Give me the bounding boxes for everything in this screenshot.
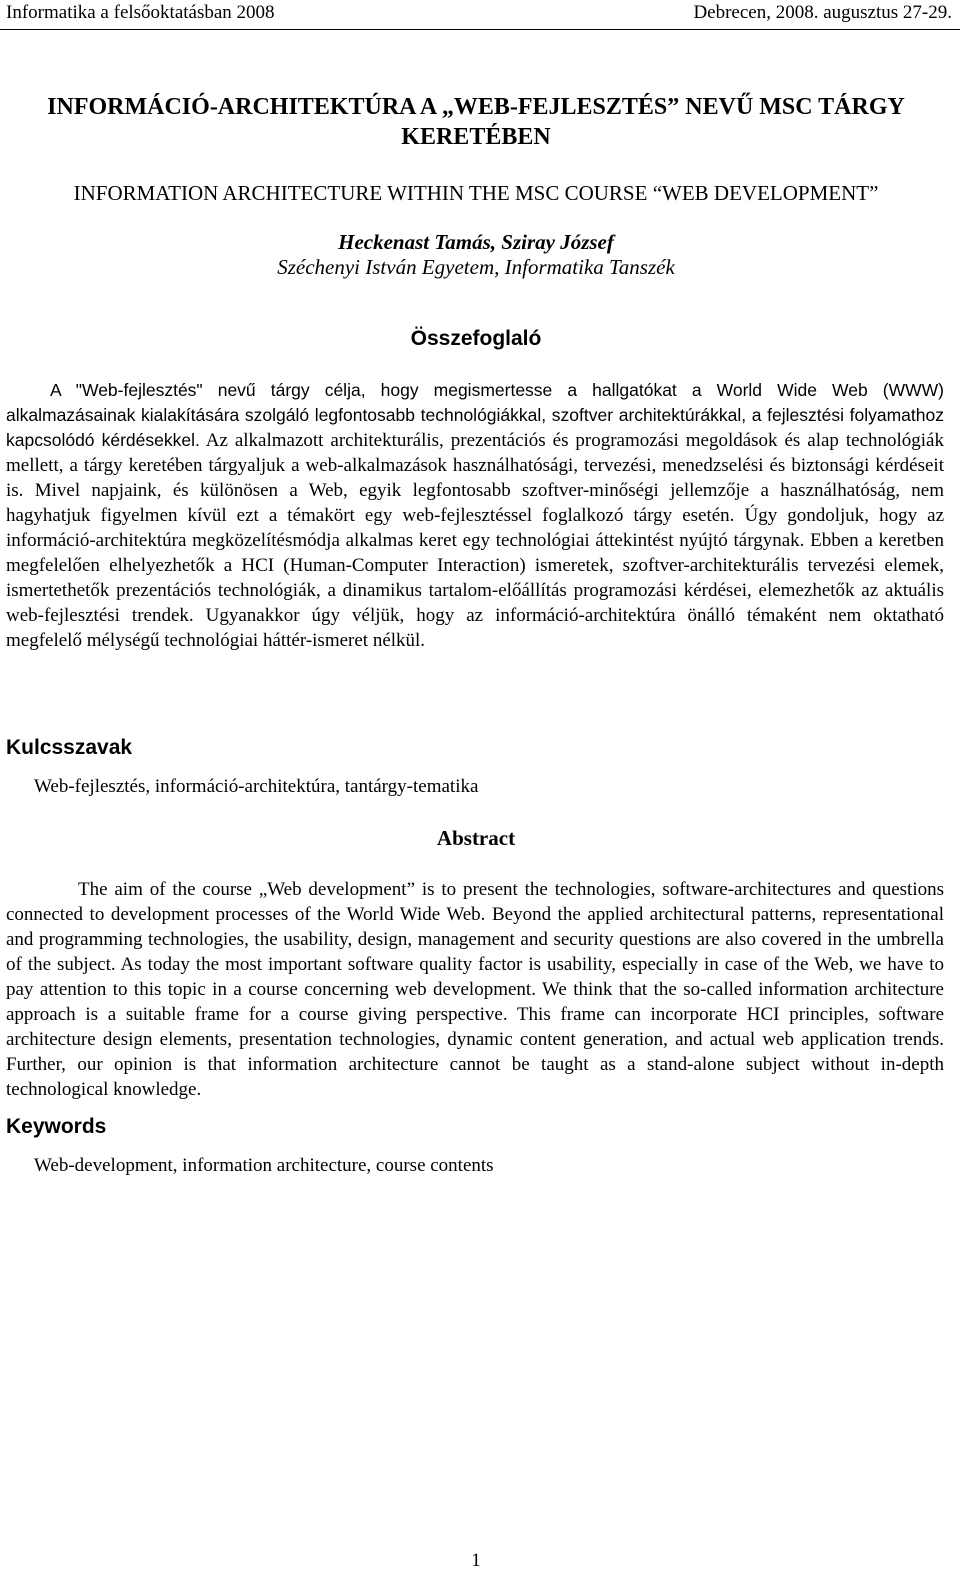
summary-text-sans: A "Web-fejlesztés" nevű tárgy célja, hogy megismertesse a hallgatókat a World Wide Web (WWW) alkalmazásainak kialakítására szolgáló legfontosabb technológiákkal, szoftver architektúrákkal, a fejlesztési folyamathoz kapcsolódó kérdésekkel. [6, 380, 944, 450]
summary-paragraph [6, 378, 944, 653]
author-names: Heckenast Tamás, Sziray József [338, 230, 614, 254]
affiliation: Széchenyi István Egyetem, Informatika Tanszék [277, 255, 675, 279]
paper-title-hu-line2: KERETÉBEN [401, 124, 551, 150]
abstract-heading: Abstract [436, 826, 516, 850]
summary-text-rest: Az alkalmazott architekturális, prezentációs és programozási megoldások és alap technológiák mellett, a tárgy keretében tárgyaljuk a web-alkalmazások használhatósági, tervezési, menedzselési és biztonsági kérdéseit is. Mivel napjaink, és különösen a Web, egyik legfontosabb szoftver-minőségi jellemzője a használhatóság, nem hagyhatjuk figyelmen kívül ezt a témakört egy web-fejlesztéssel foglalkozó tárgy esetén. Úgy gondoljuk, hogy az információ-architektúra megközelítésmódja alkalmas keret egy technológiai áttekintést nyújtó tárgynak. Ebben a keretben megfelelően elhelyezhetők a HCI (Human-Computer Interaction) ismeretek, szoftver-architekturális tervezési elemek, ismertethetők prezentációs technológiák, a dinamikus tartalom-előállítás programozási kérdései, elemezhetők az aktuális web-fejlesztési trendek. Ugyanakkor úgy véljük, hogy az információ-architektúra önálló témaként nem oktatható megfelelő mélységű technológiai háttér-ismeret nélkül. [6, 430, 944, 651]
kulcsszavak-text: Web-fejlesztés, információ-architektúra, tantárgy-tematika [34, 776, 479, 797]
page-number: 1 [471, 1550, 481, 1571]
keywords-text: Web-development, information architecture, course contents [34, 1155, 494, 1176]
running-header [0, 0, 960, 30]
paper-title-hu-line1: INFORMÁCIÓ-ARCHITEKTÚRA A „WEB-FEJLESZTÉS” NEVŰ MSC TÁRGY [47, 94, 905, 120]
keywords-heading: Keywords [6, 1115, 107, 1138]
summary-heading: Összefoglaló [410, 327, 542, 350]
paper-title-hu [6, 92, 946, 152]
abstract-paragraph: The aim of the course „Web development” is to present the technologies, software-architectures and questions connected to development processes of the World Wide Web. Beyond the applied architectural patterns, representational and programming technologies, the usability, design, management and security questions are also covered in the umbrella of the subject. As today the most important software quality factor is usability, especially in case of the Web, we have to pay attention to this topic in a course concerning web development. We think that the so-called information architecture approach is a suitable frame for a course giving perspective. This frame can incorporate HCI principles, software architecture design elements, presentation technologies, dynamic content generation, and actual web application trends. Further, our opinion is that information architecture cannot be taught as a stand-alone subject without in-depth technological knowledge. [6, 879, 944, 1100]
author-block [6, 230, 946, 280]
header-place-date: Debrecen, 2008. augusztus 27-29. [693, 2, 952, 23]
paper-title-en: INFORMATION ARCHITECTURE WITHIN THE MSC COURSE “WEB DEVELOPMENT” [73, 181, 879, 205]
kulcsszavak-heading: Kulcsszavak [6, 736, 133, 759]
header-conference: Informatika a felsőoktatásban 2008 [6, 2, 275, 23]
